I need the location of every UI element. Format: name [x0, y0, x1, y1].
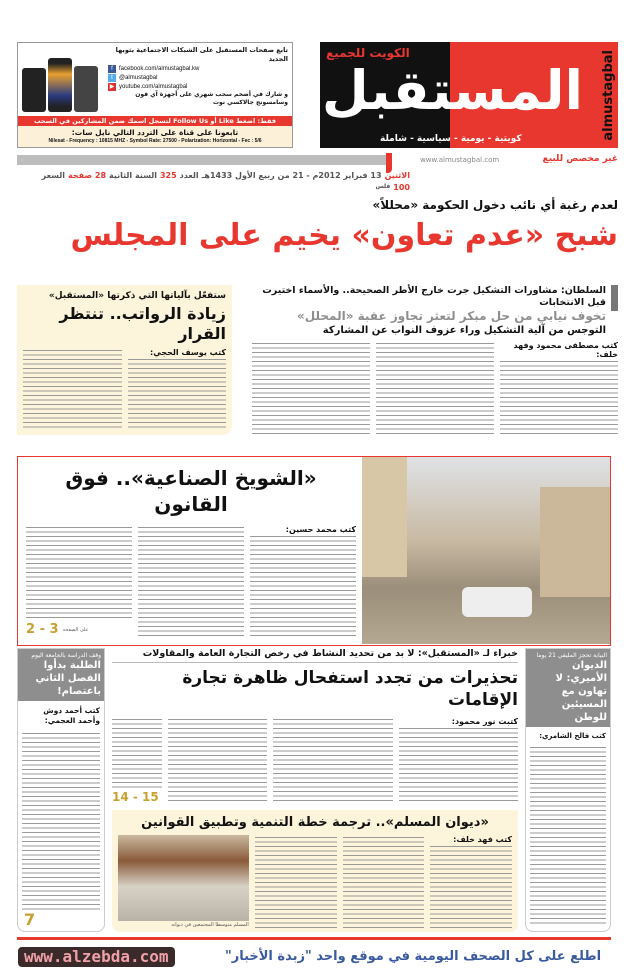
- issue-line: [30, 171, 410, 192]
- diwan-byline: كتب فهد خلف:: [453, 835, 512, 844]
- facebook-icon: f: [108, 65, 116, 73]
- gray-bar: [17, 155, 387, 165]
- feature-byline: كتب محمد حسين:: [285, 525, 356, 534]
- ad-red-strip: فقط: اضغط Like أو Follow Us لتسجل اسمك ضمن المشاركين في السحب: [18, 116, 292, 126]
- amiri-box: [525, 648, 611, 932]
- issue-year: السنة الثانية: [109, 171, 157, 180]
- lead-kicker: لعدم رغبة أي نائب دخول الحكومة «محللاً»: [372, 198, 618, 212]
- issue-number: 325: [159, 171, 177, 180]
- twitter-icon: t: [108, 74, 116, 82]
- lead-sub1: السلطان: مشاورات التشكيل جرت خارج الأطر الصحيحة.. والأسماء اختيرت قبل الانتخابات: [262, 285, 606, 308]
- salaries-kicker: ستفعّل بآلياتها التي ذكرتها «المستقبل»: [48, 291, 226, 301]
- feature-headline[interactable]: «الشويخ الصناعية».. فوق القانون: [65, 466, 317, 516]
- twitter-link[interactable]: @almustagbal: [119, 74, 158, 81]
- feature-body-col: [250, 534, 356, 637]
- diwan-body-col: [430, 844, 512, 928]
- feature-text: [26, 465, 356, 637]
- students-body: [22, 731, 100, 910]
- newspaper-logo: المستقبل: [321, 59, 583, 122]
- residency-byline: كتبت نور محمود:: [451, 717, 518, 726]
- latin-logo: almustagbal: [601, 50, 616, 141]
- salaries-headline[interactable]: زيادة الرواتب.. تنتظر القرار: [59, 304, 226, 343]
- diwan-caption: المسلم متوسطا المجتمعين في ديوانه: [171, 922, 249, 928]
- website-link[interactable]: www.almustagbal.com: [420, 156, 500, 164]
- residency-headline[interactable]: تحذيرات من تجدد استفحال ظاهرة تجارة الإقامات: [182, 668, 518, 710]
- students-page: 7: [24, 910, 36, 929]
- lead-body-col: [500, 359, 618, 435]
- feature-pages-label: على الصفحة: [62, 626, 89, 633]
- bottom-red-rule: [17, 937, 611, 940]
- salaries-body-col: [128, 357, 227, 429]
- residency-pages: 14 - 15: [111, 790, 159, 804]
- youtube-link[interactable]: youtube.com/almustagbal: [119, 83, 188, 90]
- feature-box: [17, 456, 611, 646]
- students-byline: كتب أحمد دوش وأحمد العجمي:: [43, 706, 100, 725]
- amiri-headline[interactable]: الديوان الأميري: لا تهاون مع المسيئين للوطن: [555, 660, 607, 723]
- channel-text: تابعونا على قناة على التردد التالي نايل سات:: [71, 128, 239, 137]
- salaries-body-col: [23, 348, 122, 429]
- masthead-attributes: كويتية - يومية - سياسية - شاملة: [380, 134, 522, 144]
- phone-image: [74, 66, 98, 112]
- issue-day: الاثنين: [384, 171, 410, 180]
- red-hook: [386, 153, 392, 173]
- feature-body-col: [26, 525, 132, 619]
- not-for-sale: غير مخصص للبيع: [542, 154, 618, 164]
- masthead: [320, 42, 618, 148]
- quote-mark: [611, 285, 618, 311]
- banner-text: اطلع على كل الصحف اليومية في موقع واحد "زبدة الأخبار": [224, 949, 602, 964]
- building-image: [362, 457, 407, 577]
- facebook-link[interactable]: facebook.com/almustagbal.kw: [119, 65, 200, 72]
- lead-top: [18, 198, 618, 282]
- diwan-box: [112, 810, 518, 932]
- lead-body-col: [252, 341, 370, 435]
- issue-label: العدد: [179, 171, 199, 180]
- diwan-body-col: [255, 835, 337, 928]
- students-kicker: وقف الدراسة بالجامعة اليوم: [31, 652, 101, 659]
- residency-body-col: [399, 726, 518, 804]
- residency-body-col: [112, 717, 162, 788]
- diwan-body-col: [343, 835, 425, 928]
- lead-sub3: التوجس من آلية التشكيل وراء عزوف النواب عن المشاركة: [322, 325, 606, 336]
- car-image: [462, 587, 532, 617]
- banner-url[interactable]: www.alzebda.com: [18, 947, 175, 967]
- lead-story: [252, 285, 618, 435]
- lead-byline: كتب مصطفى محمود وفهد خلف:: [513, 341, 618, 359]
- students-headline[interactable]: الطلبة بدأوا الفصل الثاني باعتصام!: [35, 660, 101, 697]
- price: 100: [393, 183, 410, 192]
- lead-body-col: [376, 341, 494, 435]
- residency-body-col: [273, 717, 392, 804]
- lead-sub2: تخوف نيابي من حل مبكر لتعثر تجاوز عقبة «المحلل»: [297, 309, 606, 323]
- issue-pages: 28 صفحة: [68, 171, 107, 180]
- diwan-photo: [118, 835, 249, 921]
- amiri-byline: كتب فالح الشامري:: [539, 732, 606, 740]
- ad-promo: و شارك في أضخم سحب شهري على أجهزة آي فون وسامسونج جالاكسي نوت: [135, 91, 288, 106]
- residency-body-col: [168, 717, 267, 804]
- currency: فلس: [375, 183, 391, 190]
- feature-photo: [362, 457, 610, 644]
- residency-kicker: خبراء لـ «المستقبل»: لا بد من تحديد النشاط في رخص التجارة العامة والمقاولات: [112, 648, 518, 663]
- building-image: [540, 487, 610, 597]
- feature-body-col: [138, 525, 244, 637]
- phone-image: [22, 68, 46, 112]
- amiri-kicker: النيابة تحجز المليفي 21 يوما: [536, 652, 607, 659]
- phones-image: [18, 43, 104, 116]
- residency-story: [112, 648, 518, 804]
- diwan-headline[interactable]: «ديوان المسلم».. ترجمة خطة التنمية وتطبيق القوانين: [141, 815, 489, 830]
- issue-date: 13 فبراير 2012م - 21 من ربيع الأول 1433هـ: [201, 171, 382, 180]
- feature-pages: 2 - 3: [26, 622, 59, 637]
- youtube-icon: ▶: [109, 83, 115, 90]
- salaries-box: [17, 285, 232, 435]
- students-box: [17, 648, 105, 932]
- amiri-body: [530, 745, 606, 925]
- ad-title: تابع صفحات المستقبل على الشبكات الاجتماعية بثوبها الجديد: [115, 46, 288, 63]
- price-label: السعر: [41, 171, 65, 180]
- frequency-text: Nilesat - Frequency : 10815 MHZ - Symbol Rate: 27500 - Polarization: Horizontal - Fec : 5/6: [48, 138, 262, 144]
- tagline: الكويت للجميع: [326, 46, 410, 60]
- lead-headline[interactable]: شبح «عدم تعاون» يخيم على المجلس: [70, 218, 618, 253]
- social-ad: [17, 42, 293, 148]
- salaries-byline: كتب يوسف الحجي:: [150, 348, 226, 357]
- phone-image: [48, 58, 72, 112]
